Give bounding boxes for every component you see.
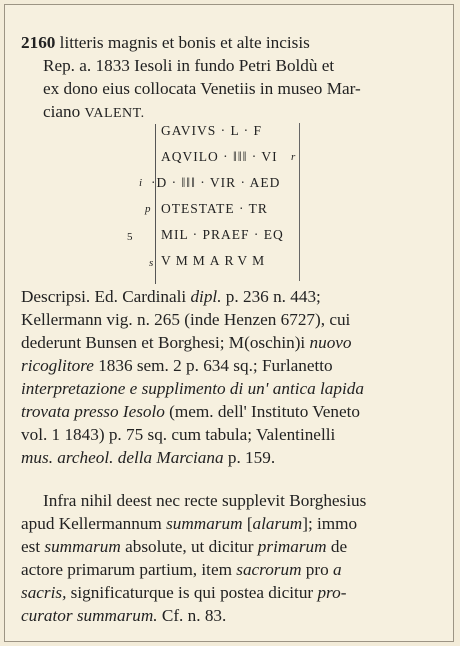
- entry-text-1: litteris magnis et bonis et alte incisis: [59, 33, 310, 52]
- ref-italic: trovata presso Iesolo: [21, 402, 165, 421]
- note-line-2: [21, 512, 435, 535]
- note-italic: alarum: [252, 514, 303, 533]
- ref-italic: nuovo: [309, 333, 352, 352]
- inscription-line: VMMARVM: [161, 253, 270, 268]
- note-italic: pro-: [317, 583, 347, 602]
- ref-text: 1836 sem. 2 p. 634 sq.; Furlanetto: [98, 356, 333, 375]
- inscription-line: MIL · PRAEF · EQ: [161, 227, 284, 242]
- ref-line-1: [21, 285, 435, 308]
- note-text: de: [330, 537, 348, 556]
- commentary: [21, 489, 435, 627]
- entry-text-3: ex dono eius collocata Venetiis in museo Mar-: [43, 79, 361, 98]
- entry-text-2: Rep. a. 1833 Iesoli in fundo Petri Boldù et: [43, 56, 335, 75]
- note-italic: summarum: [166, 514, 243, 533]
- inscription-mark: s: [149, 257, 154, 269]
- note-line-5: [21, 581, 435, 604]
- entry-line-3: [21, 77, 435, 100]
- note-line-1: [21, 489, 435, 512]
- inscription-right-edge: [299, 123, 300, 281]
- ref-text: Kellermann vig. n. 265 (inde Henzen 6727), cui: [21, 310, 351, 329]
- note-text: est: [21, 537, 41, 556]
- entry-line-2: [21, 54, 435, 77]
- entry-line-1: [21, 31, 435, 54]
- note-line-4: [21, 558, 435, 581]
- inscription-left-edge: [155, 124, 156, 284]
- ref-text: dederunt Bunsen et Borghesi; M(oschin)i: [21, 333, 306, 352]
- note-italic: sacrorum: [236, 560, 302, 579]
- ref-italic: interpretazione e supplimento di un' antica lapida: [21, 379, 364, 398]
- ref-text: vol. 1 1843) p. 75 sq. cum tabula; Valentinelli: [21, 425, 336, 444]
- inscription-block: [115, 121, 325, 286]
- note-italic: a: [333, 560, 342, 579]
- note-italic: primarum: [257, 537, 327, 556]
- ref-text: p. 236 n. 443;: [225, 287, 321, 306]
- editor-attribution: VALENT.: [84, 106, 145, 121]
- inscription-line: AQVILO · ‖‖‖ · VI: [161, 149, 278, 164]
- line-number: 5: [127, 231, 133, 243]
- document-page: [4, 4, 454, 642]
- ref-italic: ricoglitore: [21, 356, 94, 375]
- note-text: apud Kellermannum: [21, 514, 162, 533]
- ref-line-2: [21, 308, 435, 331]
- note-text: pro: [305, 560, 329, 579]
- note-italic: summarum: [44, 537, 121, 556]
- note-line-6: [21, 604, 435, 627]
- ref-text: p. 159.: [227, 448, 276, 467]
- inscription-mark: r: [291, 151, 296, 163]
- ref-text: (mem. dell' Instituto Veneto: [169, 402, 361, 421]
- entry-header: [21, 31, 435, 125]
- note-text: Infra nihil deest nec recte supplevit Borghesius: [43, 491, 367, 510]
- inscription-line: GAVIVS · L · F: [161, 123, 263, 138]
- inscription-line: OTESTATE · TR: [161, 201, 268, 216]
- entry-number: 2160: [21, 33, 56, 52]
- note-italic: sacris,: [21, 583, 67, 602]
- ref-line-7: [21, 423, 435, 446]
- inscription-line: ·D · ‖‖‖ · VIR · AED: [151, 175, 281, 190]
- references: [21, 285, 435, 469]
- ref-line-6: [21, 400, 435, 423]
- ref-line-8: [21, 446, 435, 469]
- note-italic: curator summarum.: [21, 606, 158, 625]
- ref-text: Descripsi. Ed. Cardinali: [21, 287, 187, 306]
- note-text: Cf. n. 83.: [161, 606, 227, 625]
- note-text: [: [246, 514, 253, 533]
- ref-line-3: [21, 331, 435, 354]
- note-text: significaturque is qui postea dicitur: [70, 583, 314, 602]
- ref-line-5: [21, 377, 435, 400]
- note-text: absolute, ut dicitur: [125, 537, 254, 556]
- note-line-3: [21, 535, 435, 558]
- inscription-mark: i: [139, 177, 143, 189]
- ref-italic: mus. archeol. della Marciana: [21, 448, 224, 467]
- ref-italic: dipl.: [190, 287, 222, 306]
- ref-line-4: [21, 354, 435, 377]
- inscription-mark: p: [145, 203, 151, 215]
- note-text: actore primarum partium, item: [21, 560, 232, 579]
- note-text: ]; immo: [302, 514, 358, 533]
- entry-text-4a: ciano: [43, 102, 81, 121]
